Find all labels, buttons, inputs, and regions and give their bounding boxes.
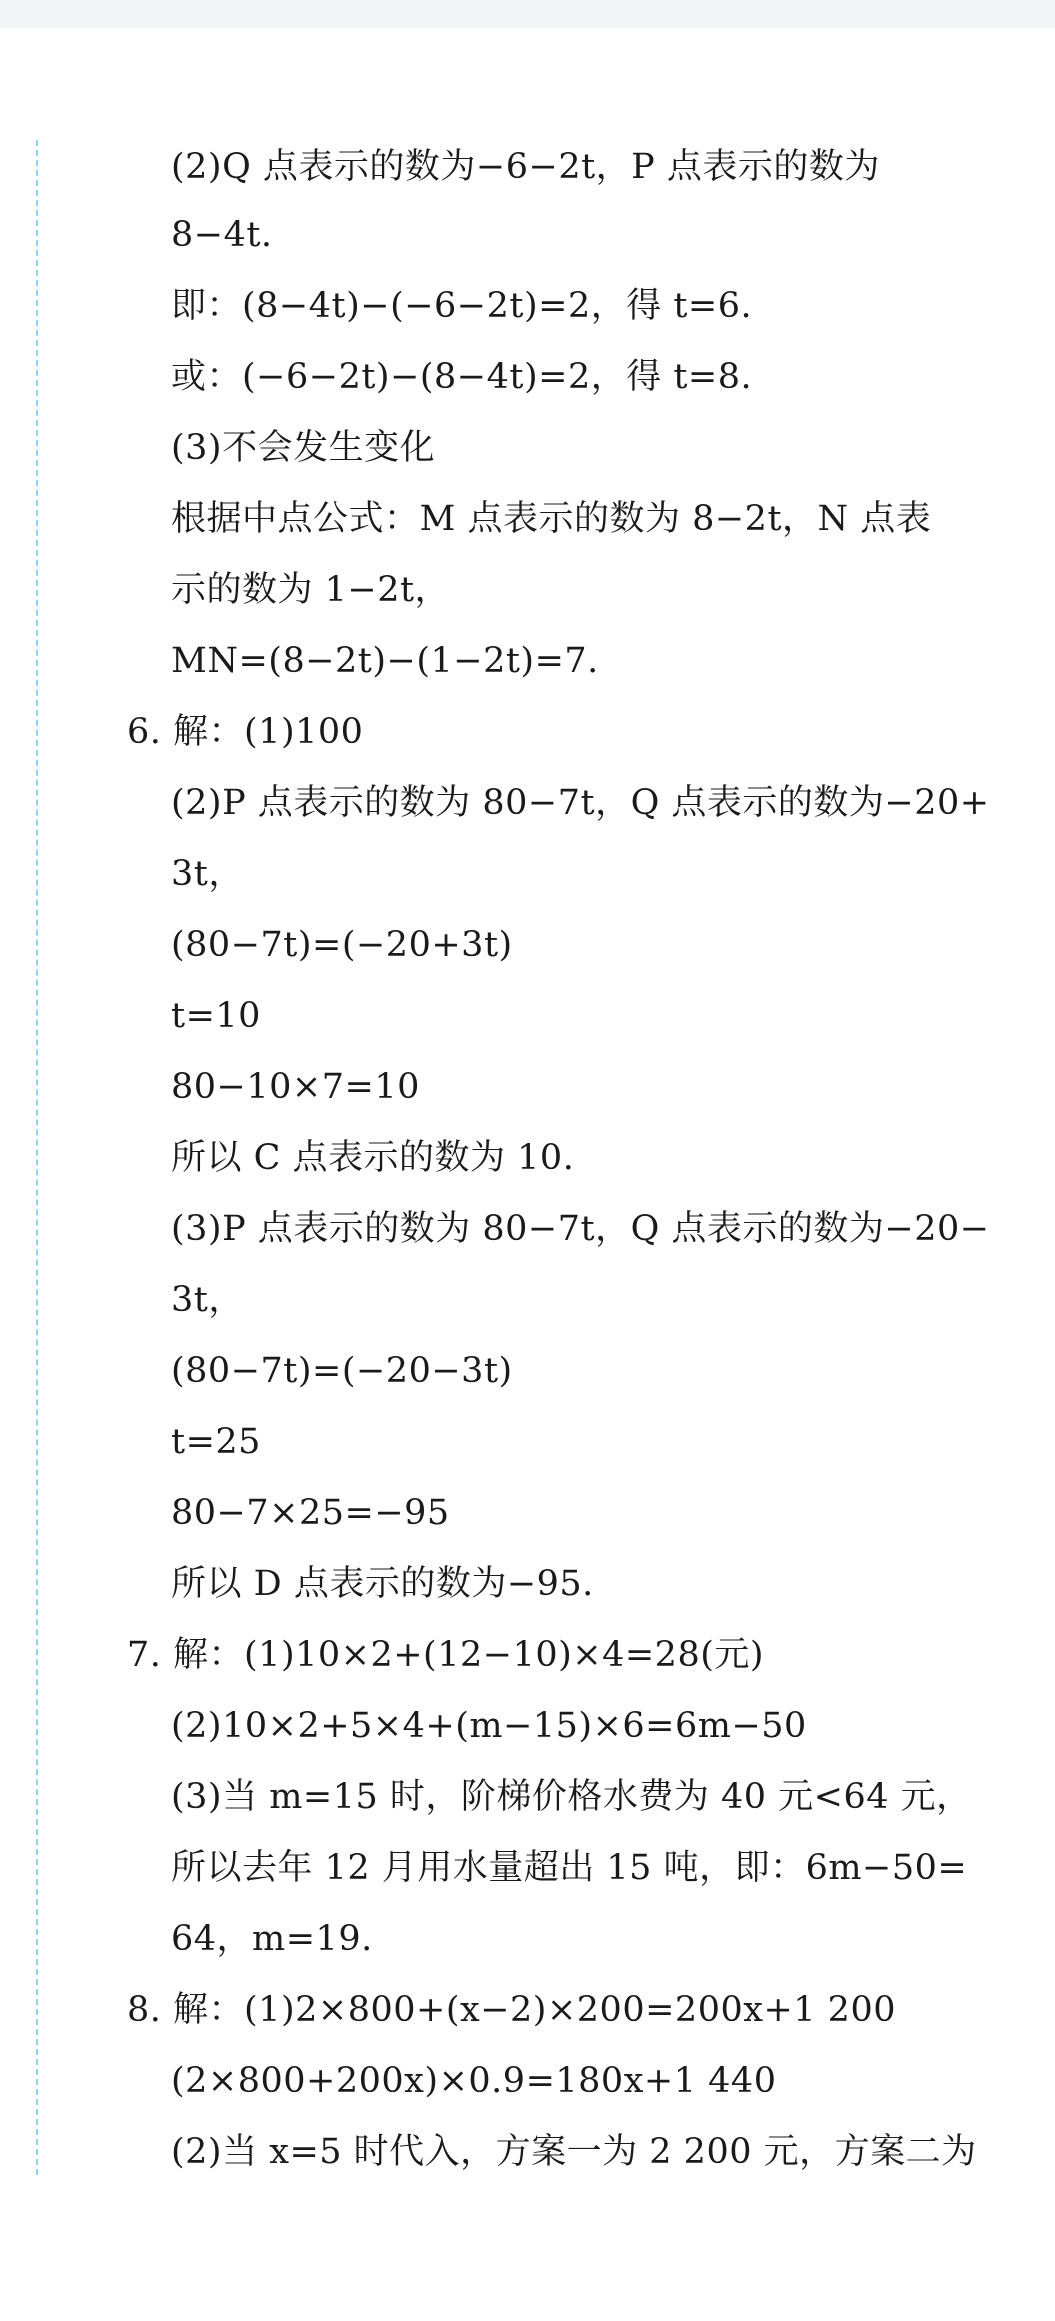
question-7-heading: 7. 解：(1)10×2+(12−10)×4=28(元) (127, 1635, 765, 1675)
text-line: (80−7t)=(−20+3t) (171, 925, 513, 965)
text-line: 根据中点公式：M 点表示的数为 8−2t，N 点表 (171, 499, 932, 539)
text-line: (2×800+200x)×0.9=180x+1 440 (171, 2061, 777, 2101)
text-line: (80−7t)=(−20−3t) (171, 1351, 513, 1391)
text-line: (3)P 点表示的数为 80−7t，Q 点表示的数为−20− (171, 1209, 990, 1249)
text-line: (2)10×2+5×4+(m−15)×6=6m−50 (171, 1706, 807, 1746)
text-line: t=25 (171, 1422, 261, 1462)
text-line: 所以 C 点表示的数为 10. (171, 1138, 575, 1178)
text-line: 64，m=19. (171, 1919, 373, 1959)
text-line: 8−4t. (171, 215, 273, 255)
text-line: (2)P 点表示的数为 80−7t，Q 点表示的数为−20+ (171, 783, 990, 823)
text-line: t=10 (171, 996, 261, 1036)
text-line: 3t， (171, 1280, 244, 1320)
text-line: 3t， (171, 854, 244, 894)
text-line: 所以去年 12 月用水量超出 15 吨，即：6m−50= (171, 1848, 968, 1888)
text-line: (2)Q 点表示的数为−6−2t，P 点表示的数为 (171, 147, 880, 187)
margin-dashed-line (36, 140, 38, 2175)
question-6-heading: 6. 解：(1)100 (127, 712, 364, 752)
question-8-heading: 8. 解：(1)2×800+(x−2)×200=200x+1 200 (127, 1990, 896, 2030)
text-line: 80−10×7=10 (171, 1067, 420, 1107)
text-line: (3)不会发生变化 (171, 428, 436, 468)
text-line: (2)当 x=5 时代入，方案一为 2 200 元，方案二为 (171, 2132, 977, 2172)
text-line: 即：(8−4t)−(−6−2t)=2，得 t=6. (171, 286, 753, 326)
text-line: (3)当 m=15 时，阶梯价格水费为 40 元<64 元， (171, 1777, 972, 1817)
text-line: 示的数为 1−2t， (171, 570, 451, 610)
page-top-band (0, 0, 1055, 28)
text-line: 或：(−6−2t)−(8−4t)=2，得 t=8. (171, 357, 753, 397)
text-line: MN=(8−2t)−(1−2t)=7. (171, 641, 599, 681)
text-line: 80−7×25=−95 (171, 1493, 450, 1533)
text-line: 所以 D 点表示的数为−95. (171, 1564, 594, 1604)
